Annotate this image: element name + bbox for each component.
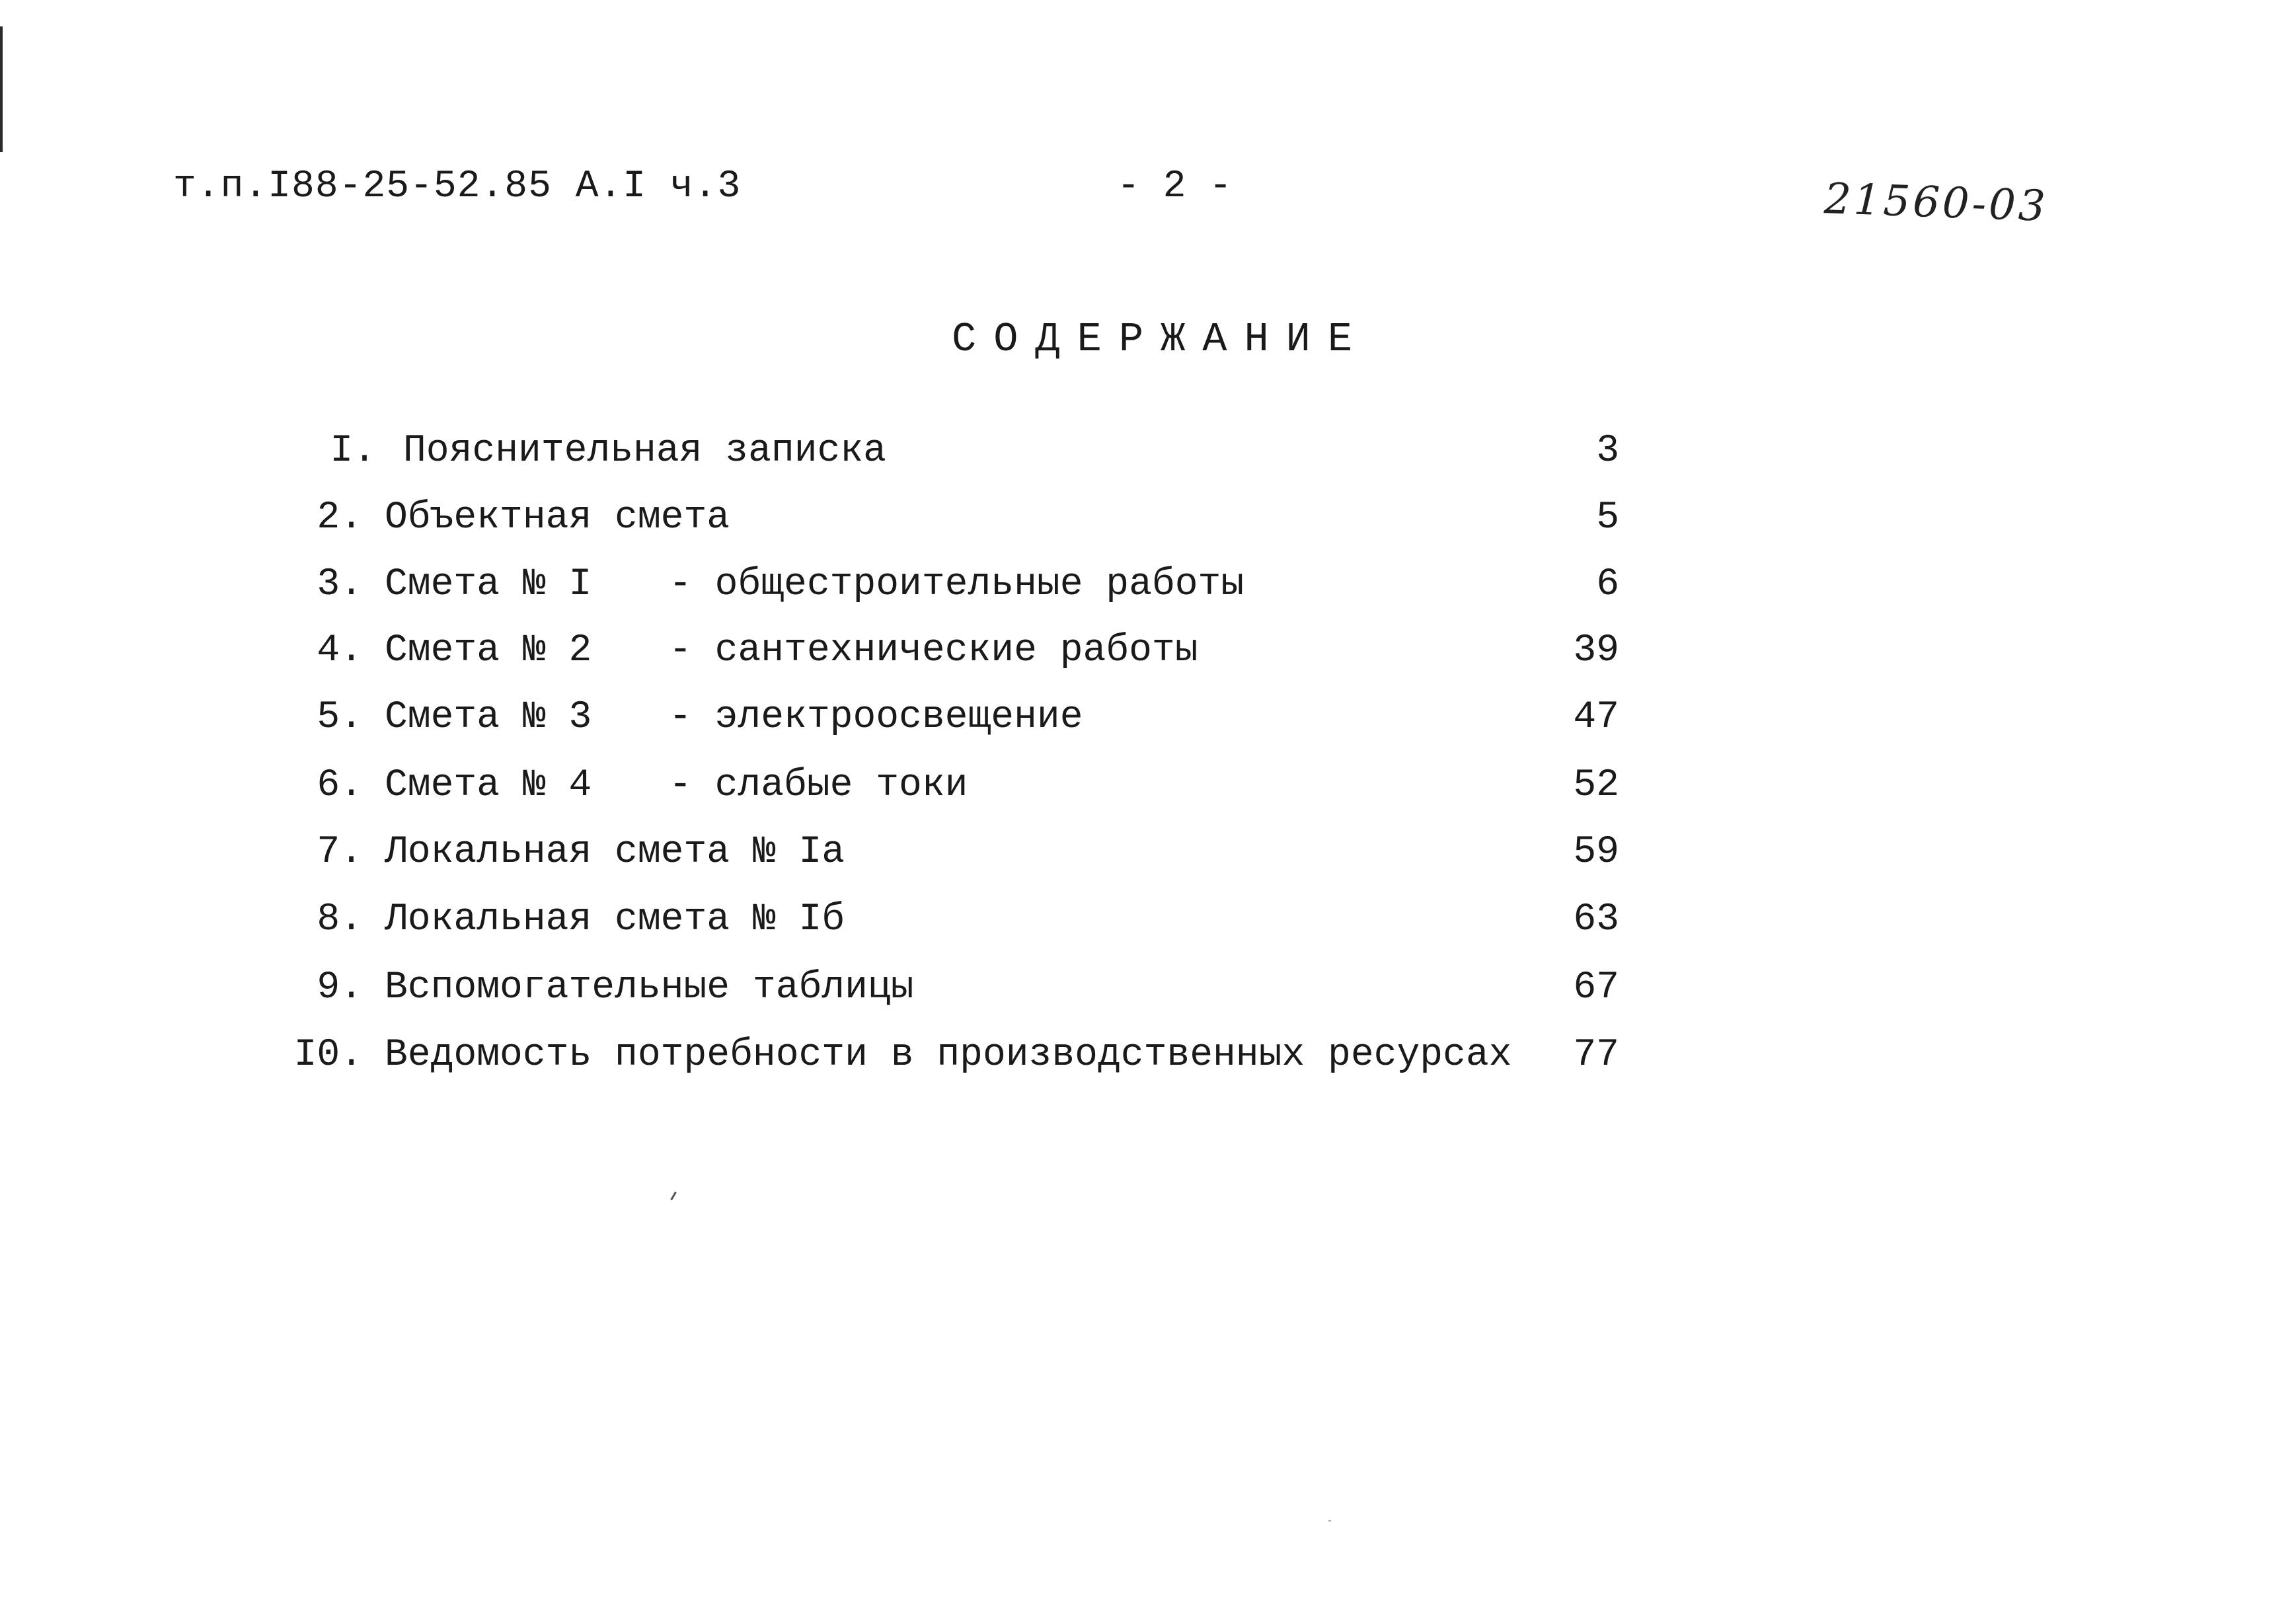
toc-item-number: 2. xyxy=(317,496,363,539)
toc-item-number: I0. xyxy=(293,1034,363,1077)
page-title: СОДЕРЖАНИЕ xyxy=(952,316,1370,363)
toc-item-number: 6. xyxy=(317,764,363,807)
scan-speck xyxy=(1328,1520,1331,1521)
toc-item-page: 6 xyxy=(1596,563,1619,606)
toc-item-number: 5. xyxy=(317,696,363,739)
toc-item-page: 47 xyxy=(1573,696,1619,739)
toc-row xyxy=(0,696,2296,755)
toc-item-page: 52 xyxy=(1573,764,1619,807)
toc-row xyxy=(0,629,2296,689)
toc-row xyxy=(0,764,2296,824)
toc-item-number: 9. xyxy=(317,966,363,1009)
toc-row xyxy=(0,496,2296,556)
toc-item-page: 39 xyxy=(1573,629,1619,672)
toc-item-page: 63 xyxy=(1573,898,1619,941)
toc-item-page: 3 xyxy=(1596,430,1619,473)
toc-item-number: 7. xyxy=(317,831,363,874)
toc-row xyxy=(0,831,2296,890)
toc-item-description: - общестроительные работы xyxy=(669,563,1244,606)
document-code: т.п.I88-25-52.85 А.I ч.3 xyxy=(173,165,742,208)
toc-item-number: 4. xyxy=(317,629,363,672)
toc-item-label: Смета № 3 xyxy=(385,696,592,739)
toc-item-number: 8. xyxy=(317,898,363,941)
toc-row xyxy=(0,966,2296,1026)
toc-item-label: Объектная смета xyxy=(385,496,730,539)
toc-item-page: 59 xyxy=(1573,831,1619,874)
toc-item-label: Смета № 2 xyxy=(385,629,592,672)
toc-item-label: Локальная смета № Iа xyxy=(385,831,845,874)
toc-item-label: Ведомость потребности в производственных ресурсах xyxy=(385,1034,1512,1077)
toc-item-label: Вспомогательные таблицы xyxy=(385,966,914,1009)
toc-row xyxy=(0,898,2296,958)
toc-row xyxy=(0,563,2296,623)
toc-item-number: I. xyxy=(330,430,376,473)
toc-item-description: - слабые токи xyxy=(669,764,968,807)
toc-item-label: Пояснительная записка xyxy=(403,430,886,473)
toc-item-page: 5 xyxy=(1596,496,1619,539)
toc-item-label: Смета № I xyxy=(385,563,592,606)
toc-item-description: - электроосвещение xyxy=(669,696,1083,739)
toc-item-label: Смета № 4 xyxy=(385,764,592,807)
toc-item-number: 3. xyxy=(317,563,363,606)
page-number: - 2 - xyxy=(1117,165,1233,208)
handwritten-archive-number: 21560-03 xyxy=(1823,174,2049,231)
toc-item-label: Локальная смета № Iб xyxy=(385,898,845,941)
toc-row xyxy=(0,430,2296,489)
toc-row xyxy=(0,1034,2296,1093)
toc-item-page: 77 xyxy=(1573,1034,1619,1077)
stray-pen-mark xyxy=(670,1192,677,1201)
toc-item-page: 67 xyxy=(1573,966,1619,1009)
toc-item-description: - сантехнические работы xyxy=(669,629,1198,672)
scan-edge-line xyxy=(0,26,3,152)
